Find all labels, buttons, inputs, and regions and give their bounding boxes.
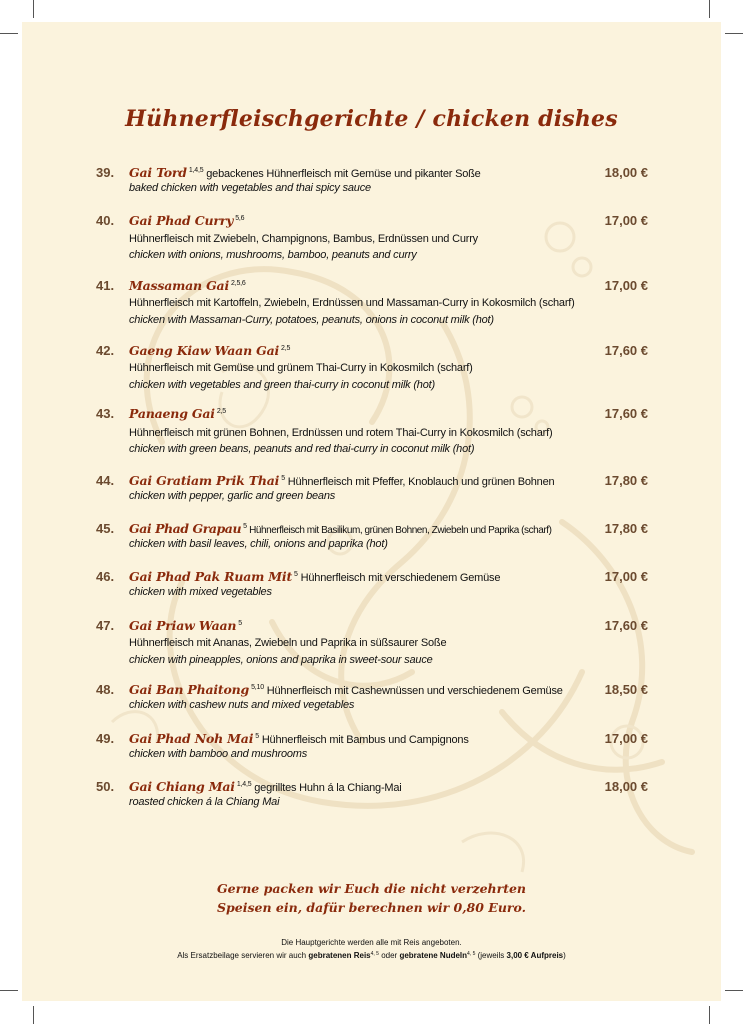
- dish-name: Gai Phad Noh Mai: [129, 731, 254, 746]
- dish-price: 18,00 €: [604, 165, 648, 180]
- dish-description-de: gegrilltes Huhn á la Chiang-Mai: [254, 782, 402, 794]
- crop-mark: [0, 33, 18, 34]
- dish-description-en: chicken with mixed vegetables: [129, 586, 272, 598]
- dish-price: 17,00 €: [604, 213, 648, 228]
- crop-mark: [709, 1006, 710, 1024]
- dish-number: 40.: [96, 213, 115, 228]
- dish-number: 46.: [96, 569, 115, 584]
- allergen-codes: 5,10: [251, 684, 264, 691]
- dish-description-de: Hühnerfleisch mit Bambus und Campignons: [261, 734, 469, 746]
- dish-number: 39.: [96, 165, 115, 180]
- takeaway-notice-line: Speisen ein, dafür berechnen wir 0,80 Euro.: [217, 900, 526, 915]
- side-dish-noodles: gebratene Nudeln: [399, 951, 468, 960]
- allergen-codes: 5,6: [235, 215, 245, 222]
- crop-mark: [725, 990, 743, 991]
- crop-mark: [33, 1006, 34, 1024]
- allergen-codes: 2,5: [216, 408, 226, 415]
- footer-side-dish-note: Als Ersatzbeilage servieren wir auch gebratenen Reis$^{4, 5}$ oder gebratene Nudeln$^{4, 5}$ (jeweils 3,00 € Aufpreis): [177, 951, 566, 960]
- dish-name: Gai Ban Phaitong: [129, 682, 250, 697]
- dish-number: 44.: [96, 473, 115, 488]
- dish-description-de: Hühnerfleisch mit Ananas, Zwiebeln und Paprika in süßsaurer Soße: [129, 637, 447, 649]
- dish-description-de: Hühnerfleisch mit Cashewnüssen und verschiedenem Gemüse: [266, 685, 563, 697]
- dish-number: 42.: [96, 343, 115, 358]
- dish-description-de: Hühnerfleisch mit verschiedenem Gemüse: [300, 572, 501, 584]
- allergen-codes: 5: [243, 523, 247, 530]
- dish-price: 17,80 €: [604, 521, 648, 536]
- dish-description-en: chicken with cashew nuts and mixed vegetables: [129, 699, 355, 711]
- dish-description-en: chicken with bamboo and mushrooms: [129, 748, 308, 760]
- dish-name: Gai Tord: [129, 165, 187, 180]
- side-dish-rice: gebratenen Reis: [308, 951, 371, 960]
- crop-mark: [33, 0, 34, 18]
- dish-description-de: Hühnerfleisch mit Pfeffer, Knoblauch und grünen Bohnen: [287, 476, 555, 488]
- dish-description-en: baked chicken with vegetables and thai spicy sauce: [129, 182, 371, 194]
- dish-price: 18,50 €: [604, 682, 648, 697]
- dish-price: 17,00 €: [604, 278, 648, 293]
- takeaway-notice: [0, 879, 743, 917]
- crop-mark: [0, 990, 18, 991]
- dish-number: 48.: [96, 682, 115, 697]
- dish-description-de: Hühnerfleisch mit Basilikum, grünen Bohnen, Zwiebeln und Paprika (scharf): [249, 525, 552, 536]
- dish-name: Massaman Gai: [129, 278, 229, 293]
- allergen-codes: 2,5,6: [231, 280, 246, 287]
- dish-description-en: chicken with onions, mushrooms, bamboo, peanuts and curry: [129, 249, 417, 261]
- page-title: Hühnerfleischgerichte / chicken dishes: [125, 106, 618, 132]
- dish-number: 45.: [96, 521, 115, 536]
- dish-price: 17,60 €: [604, 618, 648, 633]
- dish-name: Gai Gratiam Prik Thai: [129, 473, 280, 488]
- dish-description-en: roasted chicken á la Chiang Mai: [129, 796, 280, 808]
- dish-name: Gai Priaw Waan: [129, 618, 237, 633]
- dish-description-en: chicken with pineapples, onions and paprika in sweet-sour sauce: [129, 654, 433, 666]
- dish-name: Gai Chiang Mai: [129, 779, 235, 794]
- allergen-codes: 4, 5: [467, 951, 476, 957]
- dish-number: 50.: [96, 779, 115, 794]
- dish-price: 17,80 €: [604, 473, 648, 488]
- allergen-codes: 4, 5: [370, 951, 379, 957]
- dish-price: 17,60 €: [604, 343, 648, 358]
- dish-name: Panaeng Gai: [129, 406, 215, 421]
- dish-number: 47.: [96, 618, 115, 633]
- crop-mark: [725, 33, 743, 34]
- allergen-codes: 1,4,5: [236, 781, 252, 788]
- allergen-codes: 2,5: [281, 345, 291, 352]
- footer-note: Die Hauptgerichte werden alle mit Reis angeboten.: [281, 938, 462, 947]
- dish-number: 43.: [96, 406, 115, 421]
- allergen-codes: 5: [281, 475, 285, 482]
- dish-description-en: chicken with vegetables and green thai-curry in coconut milk (hot): [129, 379, 435, 391]
- dish-description-de: gebackenes Hühnerfleisch mit Gemüse und pikanter Soße: [206, 168, 481, 180]
- dish-name: Gaeng Kiaw Waan Gai: [129, 343, 280, 358]
- dish-price: 17,00 €: [604, 731, 648, 746]
- dish-description-en: chicken with green beans, peanuts and red thai-curry in coconut milk (hot): [129, 443, 475, 455]
- crop-mark: [709, 0, 710, 18]
- dish-price: 17,60 €: [604, 406, 648, 421]
- dish-description-de: Hühnerfleisch mit Zwiebeln, Champignons, Bambus, Erdnüssen und Curry: [129, 233, 478, 245]
- allergen-codes: 5: [294, 571, 298, 578]
- allergen-codes: 5: [238, 620, 242, 627]
- dish-description-de: Hühnerfleisch mit Gemüse und grünem Thai-Curry in Kokosmilch (scharf): [129, 362, 473, 374]
- allergen-codes: 1,4,5: [188, 167, 204, 174]
- dish-name: Gai Phad Pak Ruam Mit: [129, 569, 293, 584]
- dish-name: Gai Phad Grapau: [129, 521, 242, 536]
- dish-description-de: Hühnerfleisch mit grünen Bohnen, Erdnüssen und rotem Thai-Curry in Kokosmilch (scharf): [129, 427, 553, 439]
- dish-number: 41.: [96, 278, 115, 293]
- dish-description-en: chicken with pepper, garlic and green beans: [129, 490, 336, 502]
- dish-price: 18,00 €: [604, 779, 648, 794]
- dish-number: 49.: [96, 731, 115, 746]
- takeaway-notice-line: Gerne packen wir Euch die nicht verzehrten: [216, 881, 527, 896]
- dish-description-en: chicken with basil leaves, chili, onions and paprika (hot): [129, 538, 388, 550]
- dish-name: Gai Phad Curry: [129, 213, 234, 228]
- dish-price: 17,00 €: [604, 569, 648, 584]
- dish-description-de: Hühnerfleisch mit Kartoffeln, Zwiebeln, Erdnüssen und Massaman-Curry in Kokosmilch (scharf): [129, 297, 575, 309]
- dish-description-en: chicken with Massaman-Curry, potatoes, peanuts, onions in coconut milk (hot): [129, 314, 494, 326]
- allergen-codes: 5: [255, 733, 259, 740]
- surcharge: 3,00 € Aufpreis: [506, 951, 564, 960]
